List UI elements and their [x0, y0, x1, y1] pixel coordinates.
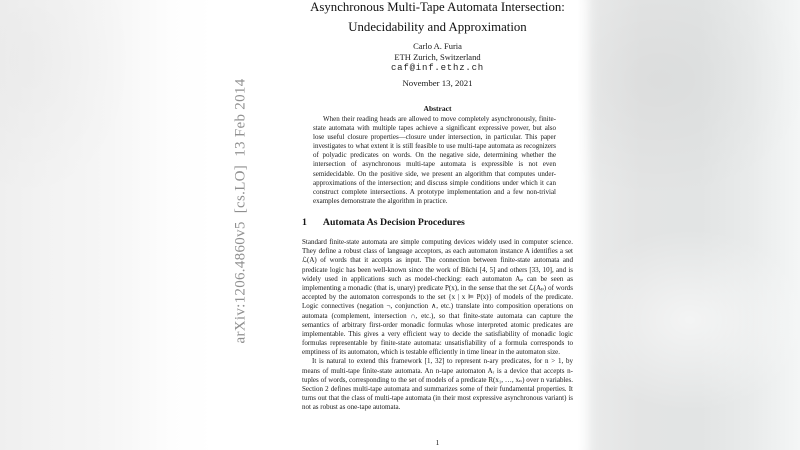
- paper-title: [302, 0, 573, 37]
- paper-title-line1: Asynchronous Multi-Tape Automata Intersection:: [310, 0, 565, 14]
- author-affiliation: ETH Zurich, Switzerland: [394, 52, 481, 62]
- paper-date: November 13, 2021: [402, 78, 473, 88]
- abstract-heading: Abstract: [423, 104, 452, 113]
- section-number: 1: [302, 217, 307, 228]
- author-name: Carlo A. Furia: [413, 41, 462, 51]
- paper-page: [215, 0, 578, 450]
- paper-title-line2: Undecidability and Approximation: [348, 19, 527, 34]
- page-number: 1: [435, 438, 440, 447]
- section-paragraph-1: Standard finite-state automata are simple computing devices widely used in computer science. They define a robust class of language acceptors, as each automaton instance A identifies a set ℒ(A) of words that it accepts as input. The connection between finite-state automata and predicate logic has been well-known since the work of Büchi [4, 5] and others [33, 10], and is widely used in applications such as model-checking: each automaton Aₚ can be seen as implementing a monadic (that is, unary) predicate P(x), in the sense that the set ℒ(Aₚ) of words accepted by the automaton corresponds to the set {x | x ⊨ P(x)} of models of the predicate. Logic connectives (negation ¬, conjunction ∧, etc.) translate into composition operations on automata (complement, intersection ∩, etc.), so that finite-state automata can capture the semantics of arbitrary first-order monadic formulas whose interpreted atomic predicates are implementable. This gives a very efficient way to decide the satisfiability of monadic logic formulas representable by finite-state automata: unsatisfiability of a formula corresponds to emptiness of its automaton, which is testable efficiently in time linear in the automaton size.: [302, 238, 573, 357]
- paper-content-column: [302, 0, 573, 450]
- section-paragraph-2: It is natural to extend this framework [1, 32] to represent n-ary predicates, for n > 1, by means of multi-tape finite-state automata. An n-tape automaton Aᵣ is a device that accepts n-tuples of words, corresponding to the set of models of a predicate R(x₁, …, xₙ) over n variables. Section 2 defines multi-tape automata and summarizes some of their fundamental properties. It turns out that the class of multi-tape automata (in their most expressive asynchronous variant) is not as robust as one-tape automata.: [302, 357, 573, 412]
- author-email: caf@inf.ethz.ch: [390, 63, 484, 73]
- section-body: [302, 238, 573, 413]
- section-heading: [302, 217, 573, 228]
- arxiv-stamp-watermark: arXiv:1206.4860v5 [cs.LO] 13 Feb 2014: [232, 78, 249, 344]
- section-title: Automata As Decision Procedures: [322, 217, 465, 228]
- abstract-text: When their reading heads are allowed to move completely asynchronously, finite-state automata with multiple tapes achieve a significant expressive power, but also lose useful closure properties—closure under intersection, in particular. This paper investigates to what extent it is still feasible to use multi-tape automata as recognizers of polyadic predicates on words. On the negative side, determining whether the intersection of asynchronous multi-tape automata is expressible is not even semidecidable. On the positive side, we present an algorithm that computes under-approximations of the intersection; and discuss simple conditions under which it can construct complete intersections. A prototype implementation and a few non-trivial examples demonstrate the algorithm in practice.: [313, 115, 556, 205]
